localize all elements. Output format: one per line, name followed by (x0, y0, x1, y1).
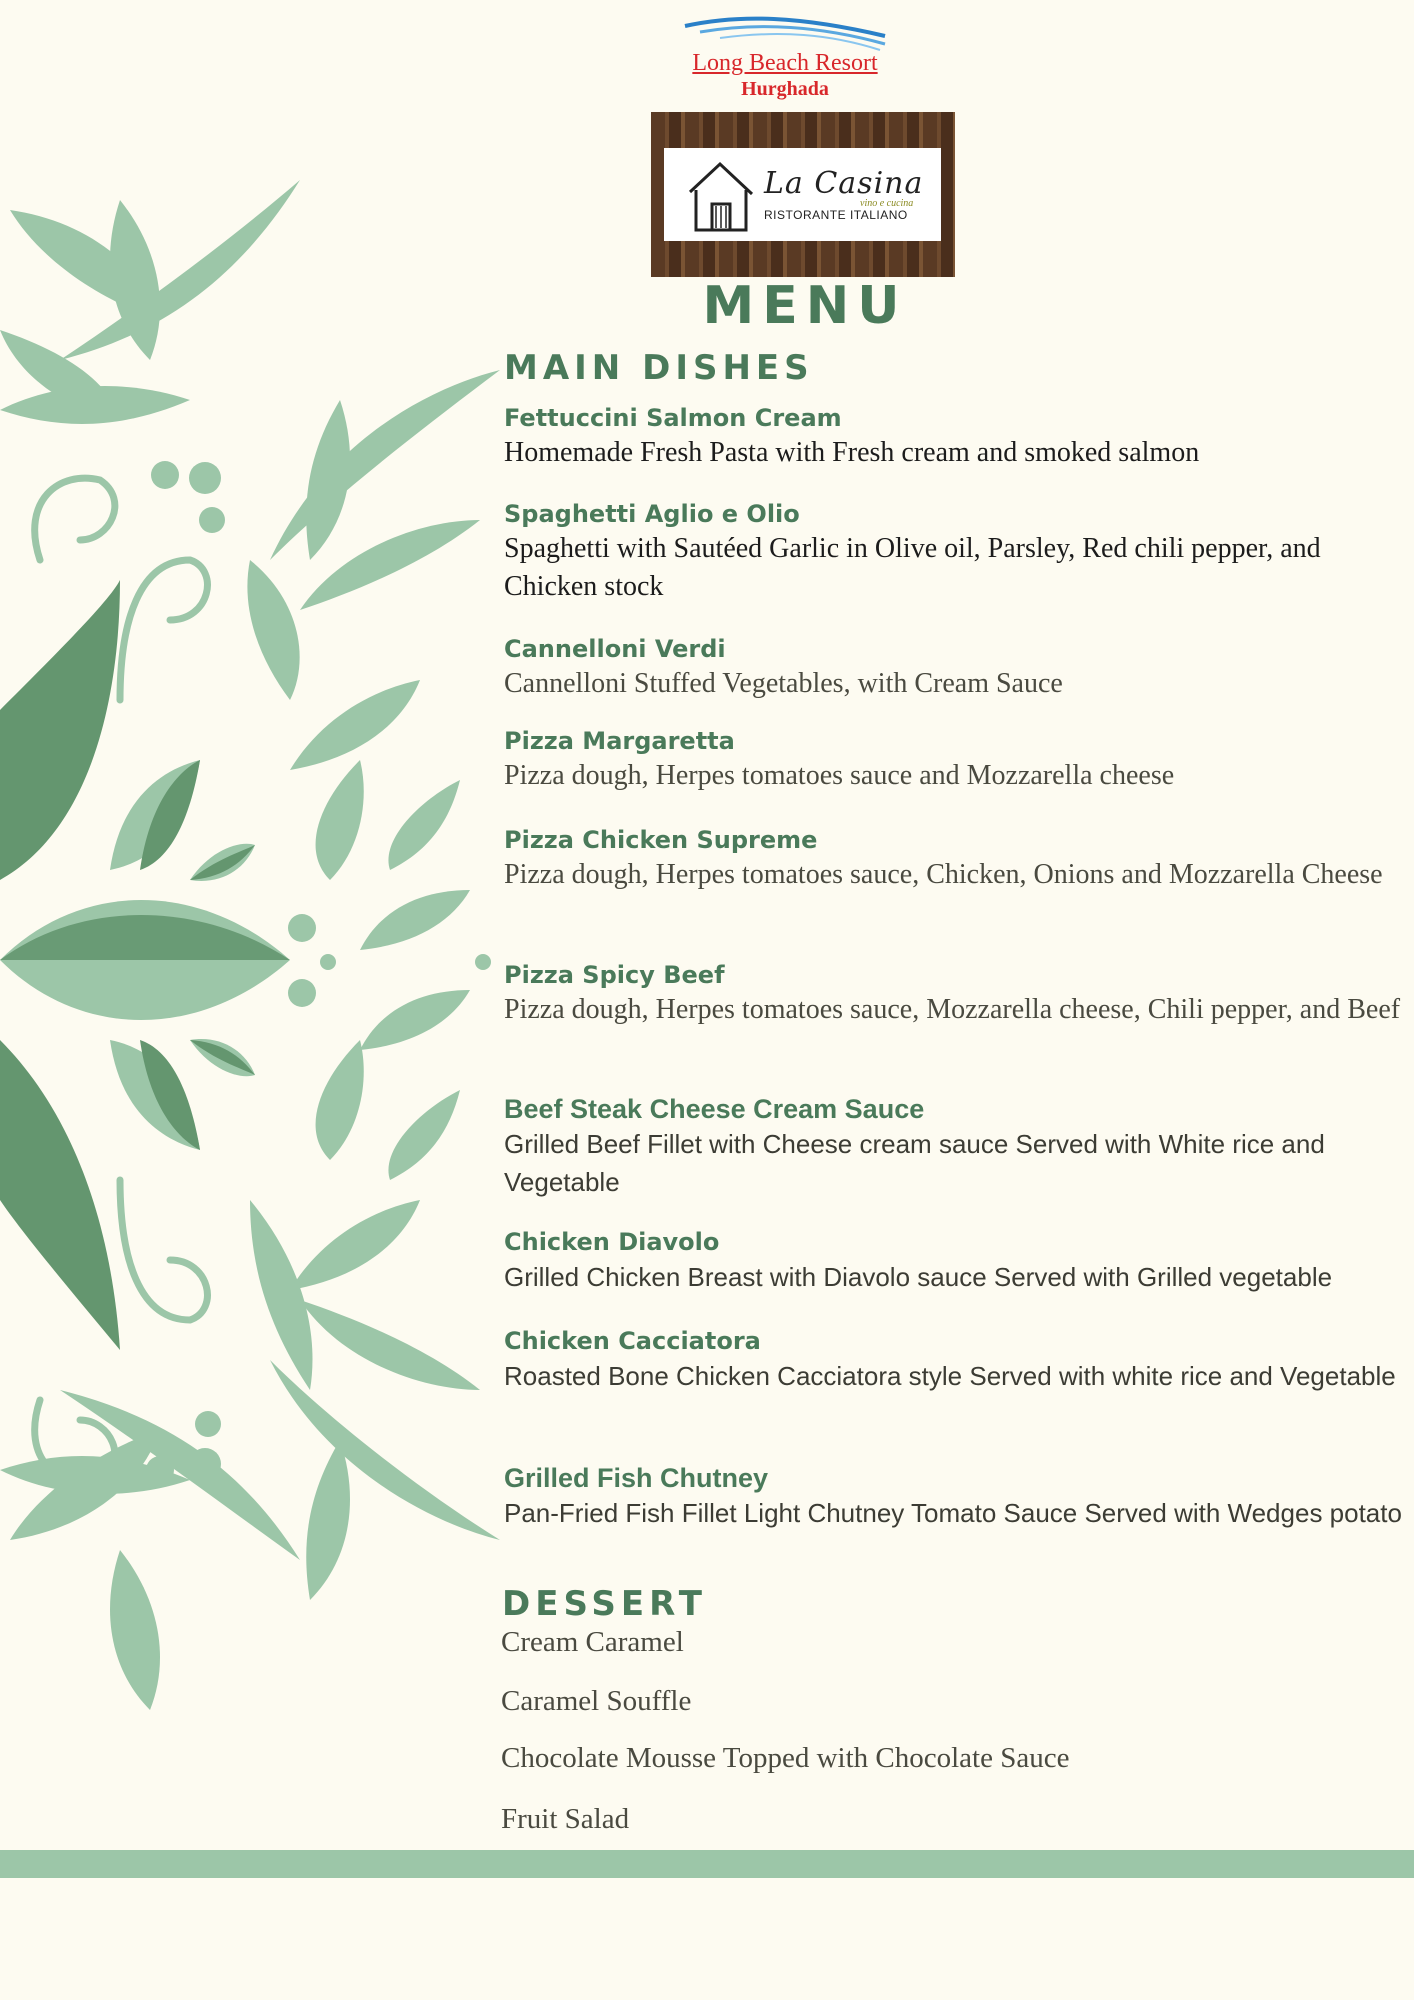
restaurant-logo (651, 112, 955, 277)
dish-name: Spaghetti Aglio e Olio (504, 500, 800, 528)
dessert-item: Fruit Salad (501, 1803, 630, 1835)
dish-name: Fettuccini Salmon Cream (504, 404, 842, 432)
dish-name: Pizza Spicy Beef (504, 961, 725, 989)
restaurant-tagline: RISTORANTE ITALIANO (764, 208, 908, 222)
dish-description: Pizza dough, Herpes tomatoes sauce and Mozzarella cheese (504, 760, 1175, 791)
dish-description: Roasted Bone Chicken Cacciatora style Served with white rice and Vegetable (504, 1361, 1396, 1391)
waves-icon (680, 14, 890, 54)
dish-name: Chicken Diavolo (504, 1228, 720, 1256)
dish-description: Pizza dough, Herpes tomatoes sauce, Mozzarella cheese, Chili pepper, and Beef (504, 994, 1401, 1025)
house-icon (686, 160, 756, 234)
leaf-decoration (0, 0, 520, 1760)
dessert-title: DESSERT (502, 1584, 707, 1624)
dessert-item: Chocolate Mousse Topped with Chocolate Sauce (501, 1742, 1070, 1774)
dish-description: Grilled Chicken Breast with Diavolo sauce Served with Grilled vegetable (504, 1262, 1333, 1292)
dish-description: Cannelloni Stuffed Vegetables, with Cream Sauce (504, 668, 1063, 699)
dish-name: Pizza Chicken Supreme (504, 826, 818, 854)
dish-description: Pan-Fried Fish Fillet Light Chutney Tomato Sauce Served with Wedges potato (504, 1498, 1402, 1528)
dish-item (504, 1226, 1404, 1296)
dish-item (504, 1325, 1404, 1395)
dish-description: Grilled Beef Fillet with Cheese cream sauce Served with White rice and Vegetable (504, 1129, 1325, 1197)
menu-title: MENU (702, 276, 908, 336)
resort-name: Long Beach Resort (692, 50, 878, 76)
dish-description: Pizza dough, Herpes tomatoes sauce, Chicken, Onions and Mozzarella Cheese (504, 859, 1383, 890)
dish-item (504, 1462, 1404, 1532)
dish-item (504, 402, 1404, 472)
dish-name: Chicken Cacciatora (504, 1327, 761, 1355)
dish-description: Spaghetti with Sautéed Garlic in Olive oil, Parsley, Red chili pepper, and Chicken stock (504, 533, 1321, 602)
dish-name: Cannelloni Verdi (504, 635, 726, 663)
dish-name: Pizza Margaretta (504, 727, 735, 755)
resort-logo (650, 14, 920, 104)
dessert-item: Caramel Souffle (501, 1685, 692, 1717)
dessert-item: Cream Caramel (501, 1626, 684, 1658)
dish-item (504, 959, 1404, 1029)
dish-description: Homemade Fresh Pasta with Fresh cream and smoked salmon (504, 437, 1200, 468)
dish-item (504, 1093, 1404, 1201)
dish-name: Beef Steak Cheese Cream Sauce (504, 1094, 925, 1124)
resort-city: Hurghada (741, 78, 829, 100)
dish-item (504, 725, 1404, 795)
bottom-band (0, 1850, 1414, 1878)
restaurant-logo-card (664, 148, 941, 241)
dish-item (504, 633, 1404, 703)
restaurant-subtitle: vino e cucina (860, 198, 914, 209)
main-dishes-title: MAIN DISHES (504, 348, 814, 388)
restaurant-name: La Casina (764, 166, 924, 201)
dish-item (504, 824, 1404, 894)
dish-name: Grilled Fish Chutney (504, 1463, 769, 1493)
dish-item (504, 498, 1404, 606)
